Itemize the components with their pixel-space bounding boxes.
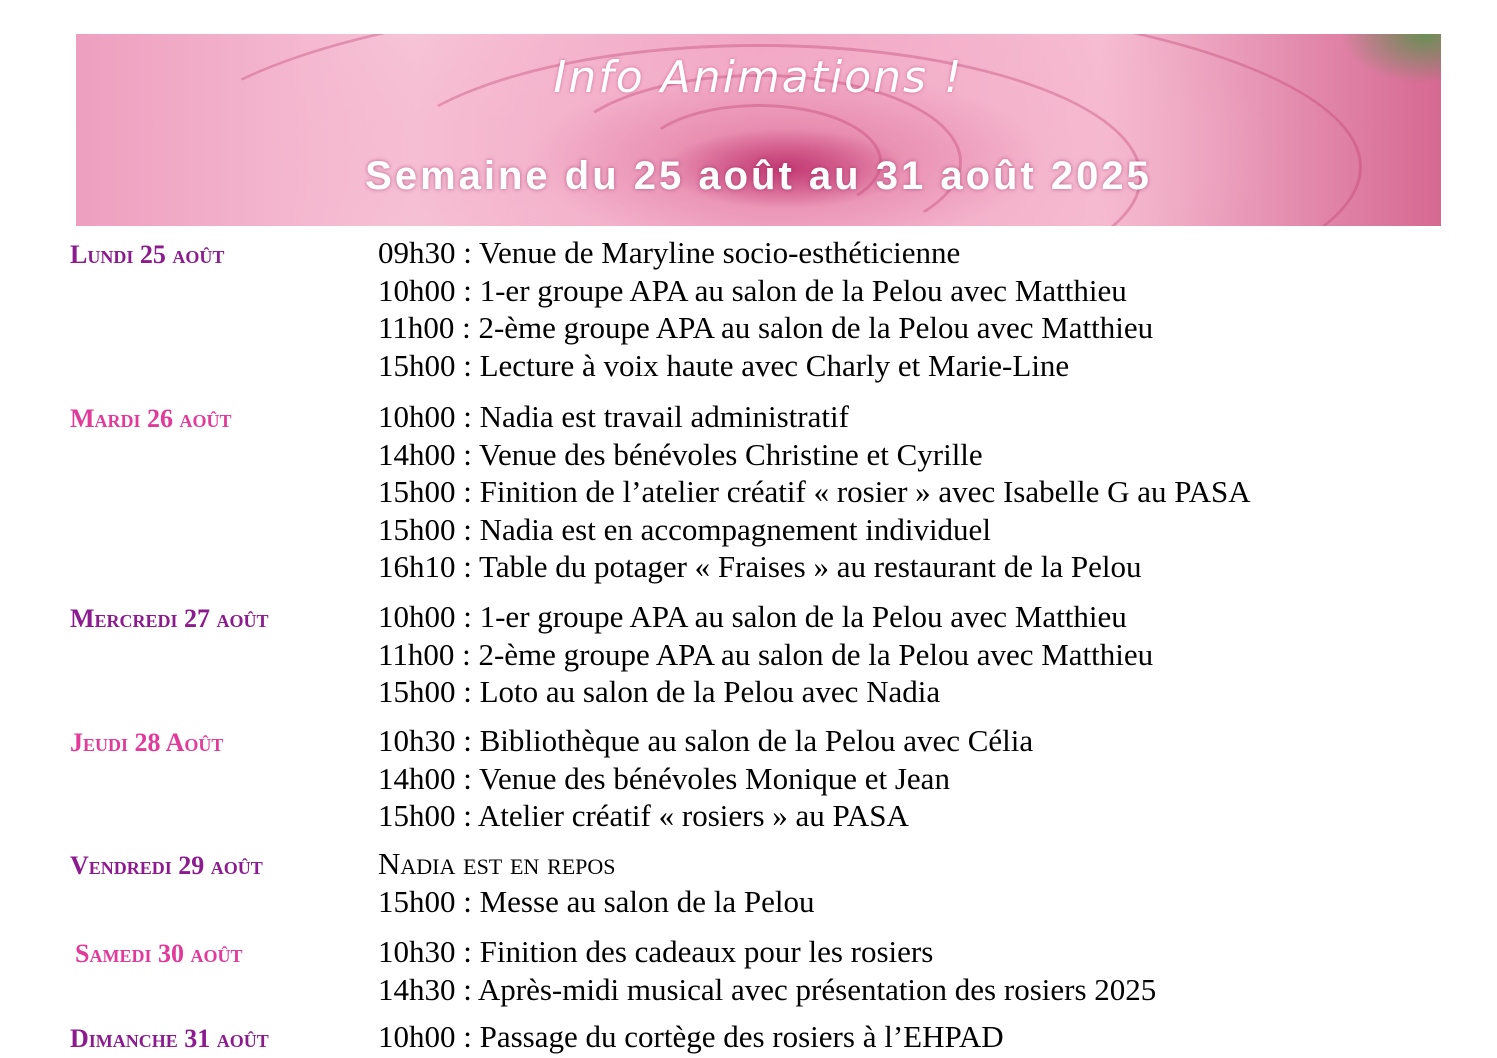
event-item: 10h30 : Bibliothèque au salon de la Pelou avec Célia bbox=[378, 723, 1034, 758]
event-item: 14h00 : Venue des bénévoles Christine et Cyrille bbox=[378, 436, 983, 472]
day-label-wednesday: Mercredi 27 août bbox=[70, 604, 269, 633]
event-item: 16h10 : Table du potager « Fraises » au restaurant de la Pelou bbox=[378, 549, 1142, 584]
event-item: 10h00 : Nadia est travail administratif bbox=[378, 399, 849, 434]
day-label-saturday: Samedi 30 août bbox=[75, 939, 243, 968]
event-item: 11h00 : 2-ème groupe APA au salon de la Pelou avec Matthieu bbox=[378, 310, 1154, 345]
event-item: 15h00 : Lecture à voix haute avec Charly et Marie-Line bbox=[378, 347, 1070, 383]
event-item: Nadia est en repos bbox=[378, 846, 616, 881]
events-saturday bbox=[378, 933, 1156, 1008]
events-sunday bbox=[378, 1018, 1004, 1056]
event-item: 10h30 : Finition des cadeaux pour les rosiers bbox=[378, 934, 934, 969]
banner-title: Info Animations ! bbox=[553, 52, 964, 103]
event-item: 15h00 : Messe au salon de la Pelou bbox=[378, 883, 815, 919]
event-item: 09h30 : Venue de Maryline socio-esthéticienne bbox=[378, 235, 961, 270]
event-item: 14h00 : Venue des bénévoles Monique et Jean bbox=[378, 760, 950, 796]
day-label-monday: Lundi 25 août bbox=[70, 240, 225, 269]
event-item: 15h00 : Finition de l’atelier créatif « rosier » avec Isabelle G au PASA bbox=[378, 474, 1251, 509]
event-item: 10h00 : Passage du cortège des rosiers à l’EHPAD bbox=[378, 1019, 1004, 1054]
events-friday bbox=[378, 845, 815, 920]
day-label-thursday: Jeudi 28 Août bbox=[70, 728, 224, 757]
event-item: 11h00 : 2-ème groupe APA au salon de la Pelou avec Matthieu bbox=[378, 636, 1154, 672]
banner-subtitle: Semaine du 25 août au 31 août 2025 bbox=[365, 154, 1152, 198]
events-thursday bbox=[378, 722, 1033, 835]
header-banner bbox=[76, 34, 1441, 226]
event-item: 10h00 : 1-er groupe APA au salon de la Pelou avec Matthieu bbox=[378, 272, 1127, 308]
event-item: 15h00 : Atelier créatif « rosiers » au PASA bbox=[378, 798, 909, 833]
day-label-friday: Vendredi 29 août bbox=[70, 851, 263, 880]
event-item: 15h00 : Loto au salon de la Pelou avec Nadia bbox=[378, 674, 941, 709]
event-item: 10h00 : 1-er groupe APA au salon de la Pelou avec Matthieu bbox=[378, 599, 1127, 634]
events-wednesday bbox=[378, 598, 1153, 711]
event-item: 14h30 : Après-midi musical avec présentation des rosiers 2025 bbox=[378, 971, 1157, 1007]
events-monday bbox=[378, 234, 1153, 384]
day-label-tuesday: Mardi 26 août bbox=[70, 404, 232, 433]
day-label-sunday: Dimanche 31 août bbox=[70, 1024, 269, 1053]
events-tuesday bbox=[378, 398, 1251, 586]
event-item: 15h00 : Nadia est en accompagnement individuel bbox=[378, 511, 991, 547]
